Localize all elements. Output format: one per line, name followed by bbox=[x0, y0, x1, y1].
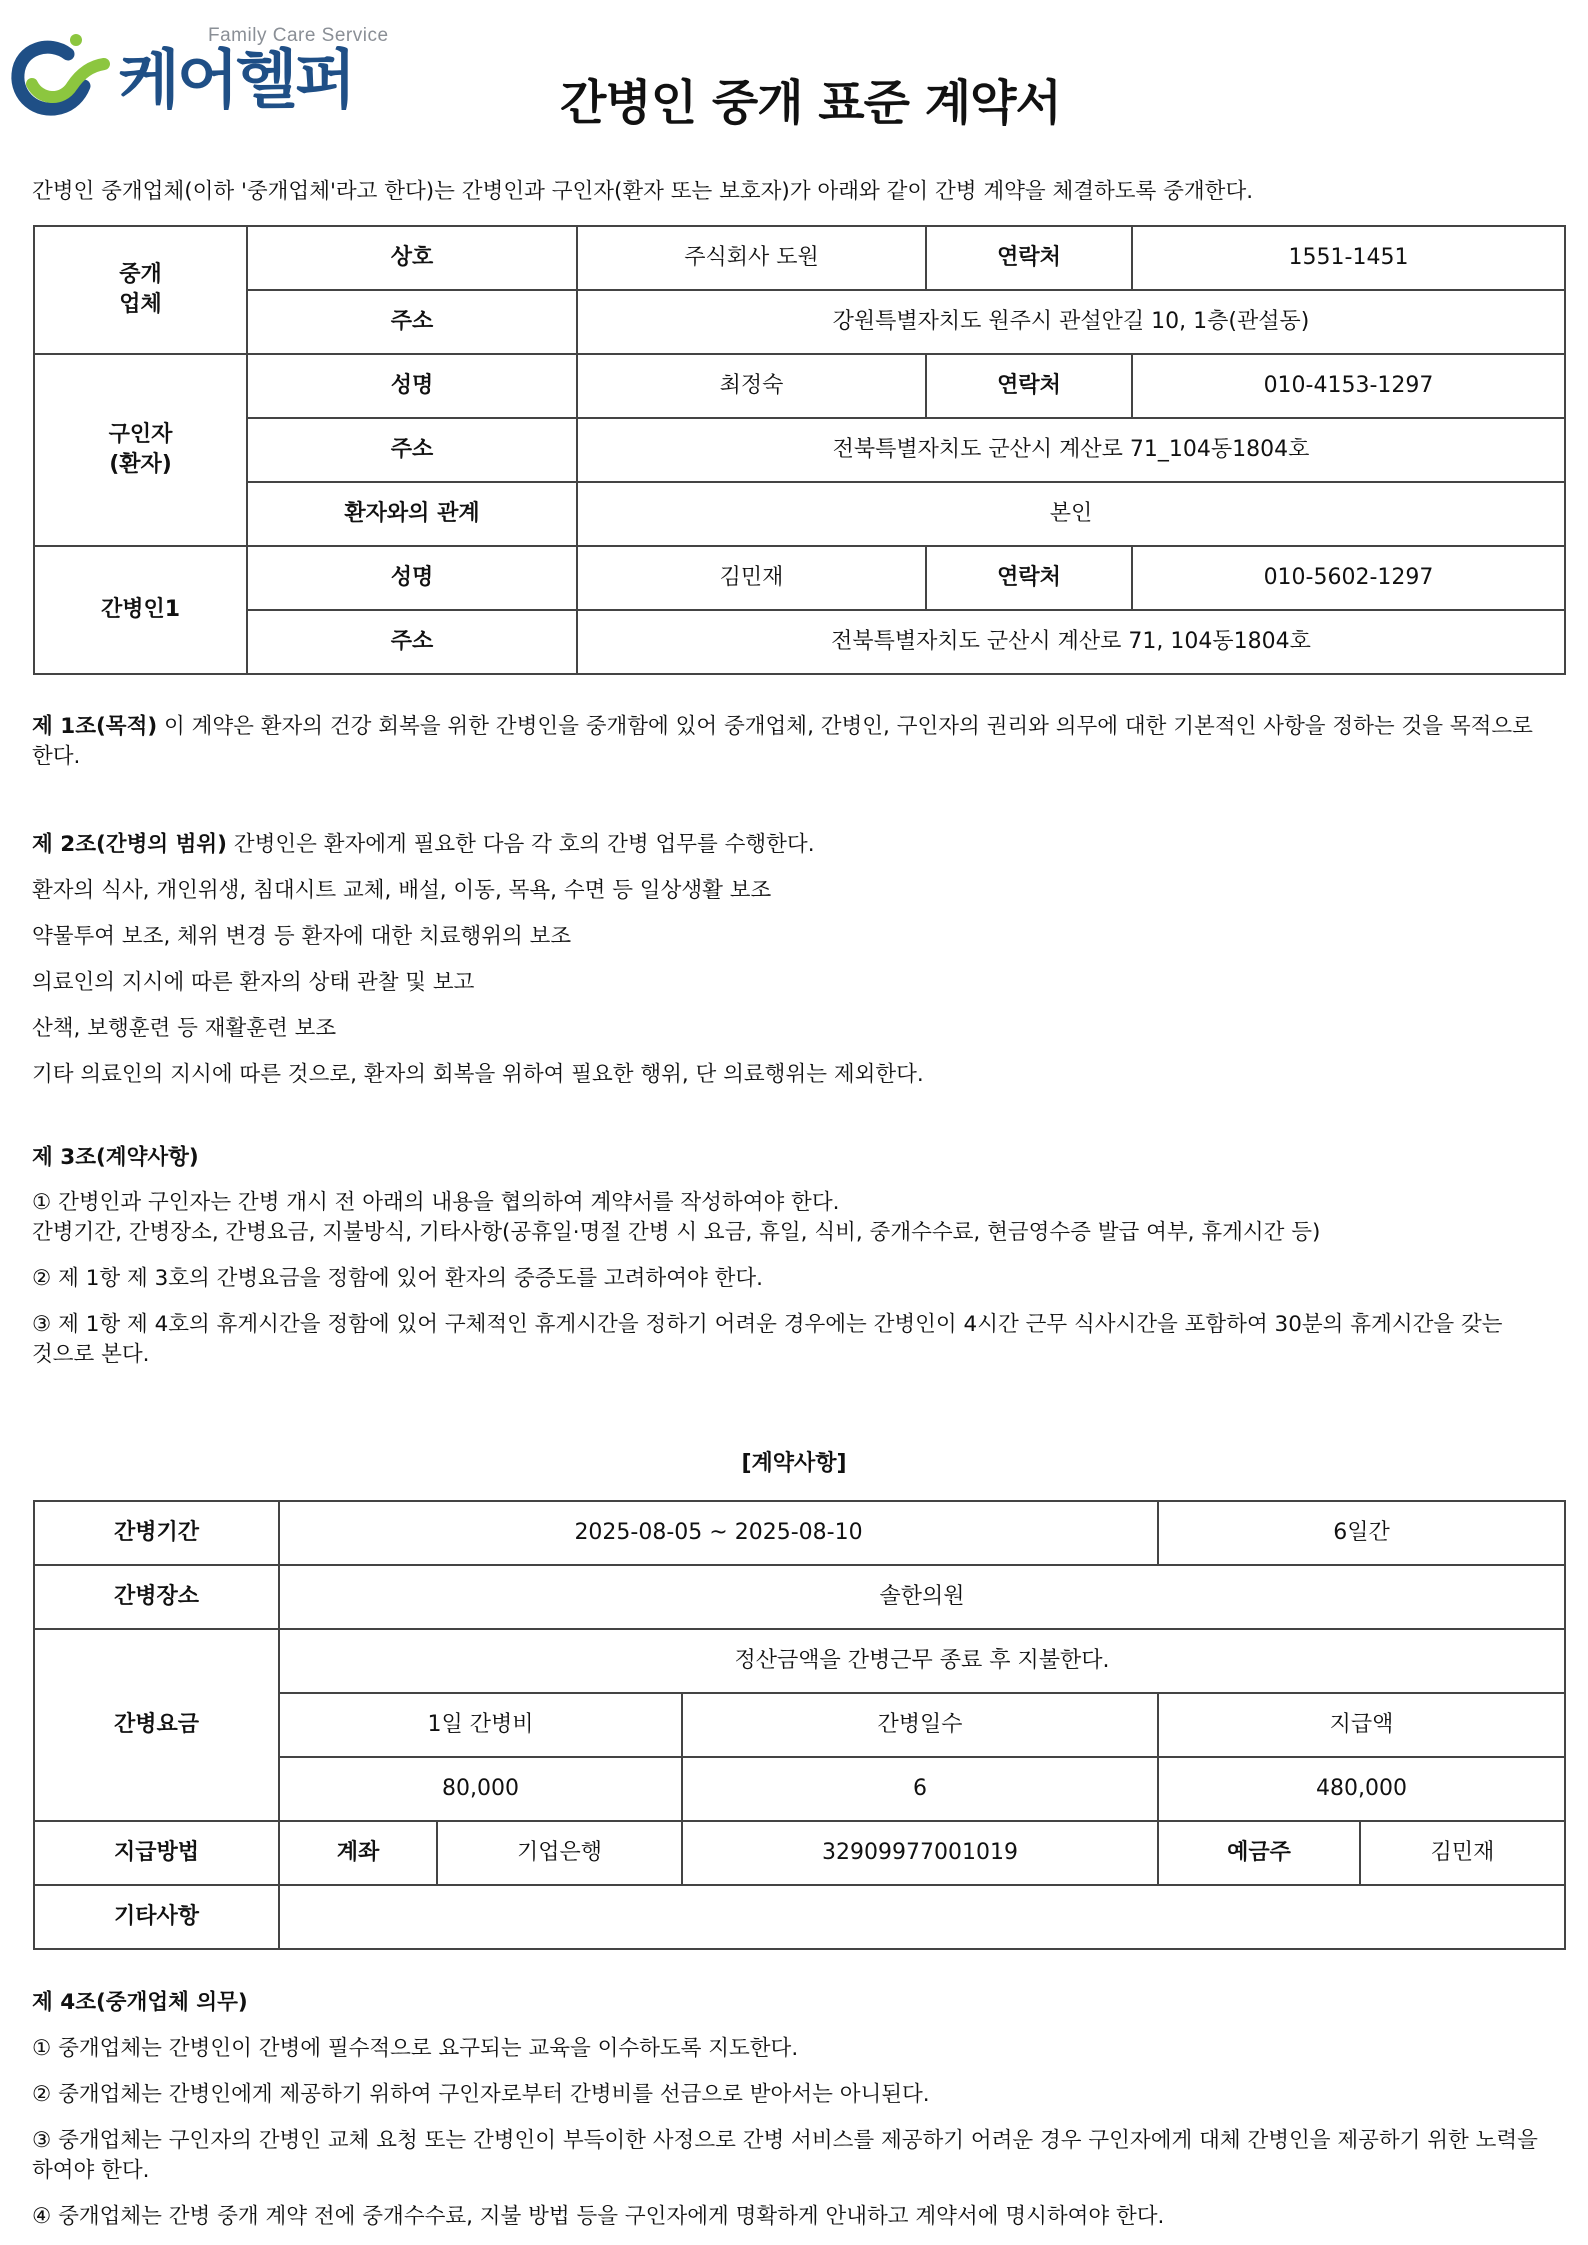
caregiver-contact-label: 연락처 bbox=[926, 546, 1132, 610]
agency-contact: 1551-1451 bbox=[1132, 226, 1565, 290]
client-relation: 본인 bbox=[577, 482, 1565, 546]
article-4-item: ② 중개업체는 간병인에게 제공하기 위하여 구인자로부터 간병비를 선금으로 받아서는 아니된다. bbox=[32, 2082, 930, 2107]
agency-address-label: 주소 bbox=[247, 290, 577, 354]
article-2-item: 환자의 식사, 개인위생, 침대시트 교체, 배설, 이동, 목욕, 수면 등 일상생활 보조 bbox=[32, 878, 772, 903]
account-label: 계좌 bbox=[279, 1821, 437, 1885]
article-4-heading bbox=[32, 1988, 1562, 2018]
holder-name: 김민재 bbox=[1360, 1821, 1565, 1885]
article-1-text: 이 계약은 환자의 건강 회복을 위한 간병인을 중개함에 있어 중개업체, 간병인, 구인자의 권리와 의무에 대한 기본적인 사항을 정하는 것을 목적으로 한다. bbox=[32, 714, 1533, 769]
caregiver-address: 전북특별자치도 군산시 계산로 71, 104동1804호 bbox=[577, 610, 1565, 674]
days-label: 간병일수 bbox=[682, 1693, 1158, 1757]
bank-name: 기업은행 bbox=[437, 1821, 682, 1885]
agency-name: 주식회사 도원 bbox=[577, 226, 926, 290]
article-2-item: 기타 의료인의 지시에 따른 것으로, 환자의 회복을 위하여 필요한 행위, 단 의료행위는 제외한다. bbox=[32, 1062, 924, 1087]
days-value: 6 bbox=[682, 1757, 1158, 1821]
amount-value: 480,000 bbox=[1158, 1757, 1565, 1821]
client-contact-label: 연락처 bbox=[926, 354, 1132, 418]
client-address-label: 주소 bbox=[247, 418, 577, 482]
article-3-heading bbox=[32, 1143, 1562, 1173]
article-4-heading-text: 제 4조(중개업체 의무) bbox=[32, 1990, 248, 2015]
caregiver-label: 간병인1 bbox=[34, 546, 247, 674]
article-2 bbox=[32, 830, 1562, 860]
article-3-item-2: ② 제 1항 제 3호의 간병요금을 정함에 있어 환자의 중증도를 고려하여야 한다. bbox=[32, 1266, 763, 1291]
logo-name: 케어헬퍼 bbox=[118, 44, 354, 118]
article-4-item: ① 중개업체는 간병인이 간병에 필수적으로 요구되는 교육을 이수하도록 지도한다. bbox=[32, 2036, 799, 2061]
fee-label: 간병요금 bbox=[34, 1629, 279, 1821]
article-2-item: 약물투여 보조, 체위 변경 등 환자에 대한 치료행위의 보조 bbox=[32, 924, 572, 949]
amount-label: 지급액 bbox=[1158, 1693, 1565, 1757]
article-3-item-1-detail: 간병기간, 간병장소, 간병요금, 지불방식, 기타사항(공휴일·명절 간병 시 요금, 휴일, 식비, 중개수수료, 현금영수증 발급 여부, 휴게시간 등) bbox=[32, 1220, 1321, 1245]
client-name-label: 성명 bbox=[247, 354, 577, 418]
article-1-heading: 제 1조(목적) bbox=[32, 714, 158, 739]
logo bbox=[10, 22, 402, 118]
logo-tagline: Family Care Service bbox=[208, 25, 389, 46]
logo-icon bbox=[10, 30, 110, 126]
account-number: 32909977001019 bbox=[682, 1821, 1158, 1885]
caregiver-name: 김민재 bbox=[577, 546, 926, 610]
period-value: 2025-08-05 ~ 2025-08-10 bbox=[279, 1501, 1158, 1565]
article-3-item-3: ③ 제 1항 제 4호의 휴게시간을 정함에 있어 구체적인 휴게시간을 정하기 어려운 경우에는 간병인이 4시간 근무 식사시간을 포함하여 30분의 휴게시간을 갖는 것으로 본다. bbox=[32, 1312, 1503, 1367]
fee-note: 정산금액을 간병근무 종료 후 지불한다. bbox=[279, 1629, 1565, 1693]
article-2-item: 의료인의 지시에 따른 환자의 상태 관찰 및 보고 bbox=[32, 970, 475, 995]
article-2-text: 간병인은 환자에게 필요한 다음 각 호의 간병 업무를 수행한다. bbox=[226, 832, 815, 857]
daily-fee-label: 1일 간병비 bbox=[279, 1693, 682, 1757]
other-label: 기타사항 bbox=[34, 1885, 279, 1949]
article-4-item: ③ 중개업체는 구인자의 간병인 교체 요청 또는 간병인이 부득이한 사정으로 간병 서비스를 제공하기 어려운 경우 구인자에게 대체 간병인을 제공하기 위한 노력을 하여야 한다. bbox=[32, 2128, 1538, 2183]
parties-table bbox=[33, 225, 1566, 675]
agency-address: 강원특별자치도 원주시 관설안길 10, 1층(관설동) bbox=[577, 290, 1565, 354]
agency-contact-label: 연락처 bbox=[926, 226, 1132, 290]
contract-section-title: [계약사항] bbox=[741, 1451, 847, 1476]
client-name: 최정숙 bbox=[577, 354, 926, 418]
other-value bbox=[279, 1885, 1565, 1949]
period-days: 6일간 bbox=[1158, 1501, 1565, 1565]
daily-fee-value: 80,000 bbox=[279, 1757, 682, 1821]
article-3-item-1: ① 간병인과 구인자는 간병 개시 전 아래의 내용을 협의하여 계약서를 작성하여야 한다. bbox=[32, 1190, 840, 1215]
article-1 bbox=[32, 712, 1562, 772]
caregiver-name-label: 성명 bbox=[247, 546, 577, 610]
payment-label: 지급방법 bbox=[34, 1821, 279, 1885]
article-4-item: ④ 중개업체는 간병 중개 계약 전에 중개수수료, 지불 방법 등을 구인자에게 명확하게 안내하고 계약서에 명시하여야 한다. bbox=[32, 2204, 1165, 2229]
place-label: 간병장소 bbox=[34, 1565, 279, 1629]
article-3-heading-text: 제 3조(계약사항) bbox=[32, 1145, 199, 1170]
place-value: 솔한의원 bbox=[279, 1565, 1565, 1629]
client-contact: 010-4153-1297 bbox=[1132, 354, 1565, 418]
intro-text: 간병인 중개업체(이하 '중개업체'라고 한다)는 간병인과 구인자(환자 또는 보호자)가 아래와 같이 간병 계약을 체결하도록 중개한다. bbox=[32, 179, 1254, 204]
holder-label: 예금주 bbox=[1158, 1821, 1360, 1885]
caregiver-contact: 010-5602-1297 bbox=[1132, 546, 1565, 610]
period-label: 간병기간 bbox=[34, 1501, 279, 1565]
contract-table bbox=[33, 1500, 1566, 1950]
client-label: 구인자 (환자) bbox=[34, 354, 247, 546]
article-2-item: 산책, 보행훈련 등 재활훈련 보조 bbox=[32, 1016, 337, 1041]
article-2-heading: 제 2조(간병의 범위) bbox=[32, 832, 227, 857]
agency-label: 중개 업체 bbox=[34, 226, 247, 354]
client-address: 전북특별자치도 군산시 계산로 71_104동1804호 bbox=[577, 418, 1565, 482]
agency-name-label: 상호 bbox=[247, 226, 577, 290]
document-title: 간병인 중개 표준 계약서 bbox=[560, 75, 1061, 131]
client-relation-label: 환자와의 관계 bbox=[247, 482, 577, 546]
caregiver-address-label: 주소 bbox=[247, 610, 577, 674]
